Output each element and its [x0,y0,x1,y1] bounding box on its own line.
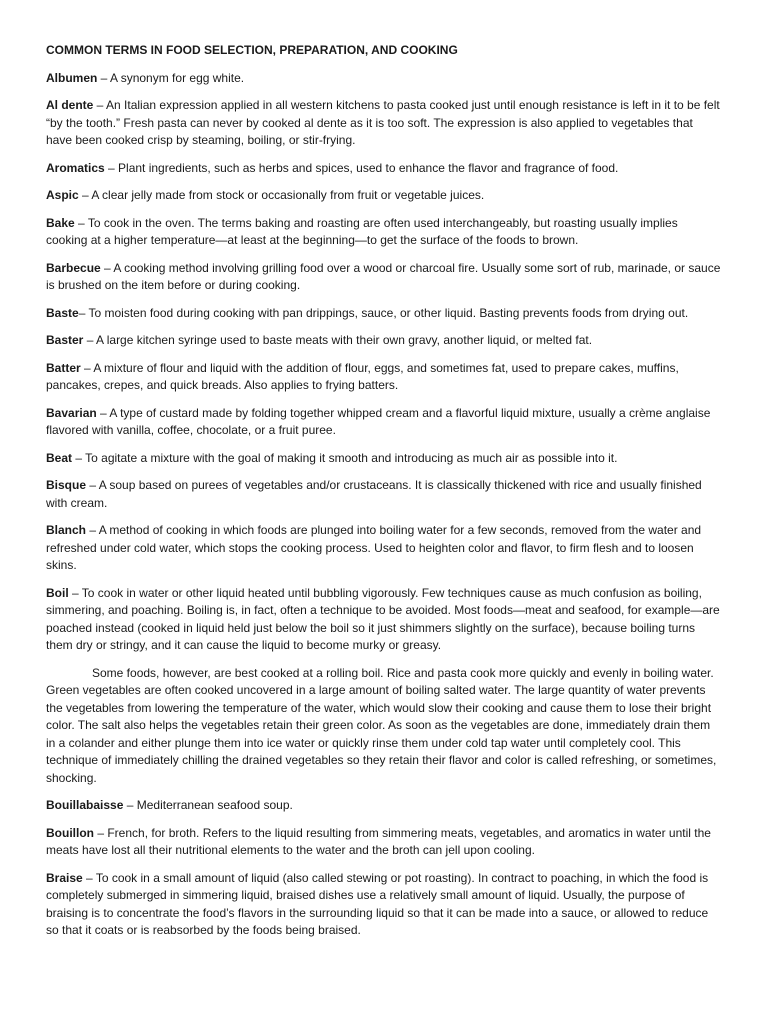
entry-definition: A soup based on purees of vegetables and/or crustaceans. It is classically thickened with rice and usually finished with cream. [46,478,702,510]
entry-separator: – [83,333,97,347]
entry-separator: – [78,188,92,202]
glossary-entry [46,97,722,150]
glossary-entry [46,825,722,860]
glossary-entry [46,260,722,295]
entry-definition: An Italian expression applied in all western kitchens to pasta cooked just until enough resistance is left in it to be felt “by the tooth.” Fresh pasta can never by cooked al dente as it is too soft. The expression is also applied to vegetables that have been cooked crisp by steaming, boiling, or stir-frying. [46,98,720,147]
entry-definition: To moisten food during cooking with pan drippings, sauce, or other liquid. Basting prevents foods from drying out. [88,305,689,320]
entry-separator: – [80,360,94,375]
entry-definition: To cook in the oven. The terms baking and roasting are often used interchangeably, but roasting usually implies cooking at a higher temperature—at least at the beginning—to get the surface of the foods to brown. [46,215,678,247]
glossary-entry [46,477,722,512]
entry-definition: To cook in a small amount of liquid (also called stewing or pot roasting). In contract to poaching, in which the food is completely submerged in simmering liquid, braised dishes use a relatively small amount of liquid. Usually, the purpose of braising is to concentrate the food’s flavors in the surrounding liquid so that it can be made into a sauce, or allowed to reduce so that it coats or is reabsorbed by the foods being braised. [46,870,709,937]
entry-separator: – [94,825,108,840]
entry-term: Baste [46,305,79,320]
glossary-entry [46,870,722,940]
entry-definition: French, for broth. Refers to the liquid resulting from simmering meats, vegetables, and aromatics in water until the meats have lost all their nutritional elements to the water and the broth can jell upon cooling. [46,825,711,857]
entry-term: Braise [46,870,83,885]
entry-term: Bake [46,215,75,230]
entry-separator: – [72,450,86,465]
entry-separator: – [123,798,137,812]
entry-term: Albumen [46,70,98,85]
entry-definition: A large kitchen syringe used to baste meats with their own gravy, another liquid, or melted fat. [96,333,593,347]
entry-term: Blanch [46,523,87,537]
entry-term: Bouillon [46,825,94,840]
entry-term: Bouillabaisse [46,798,124,812]
glossary-entry [46,215,722,250]
glossary-entry [46,585,722,655]
glossary-entry [46,522,722,575]
entry-definition: A method of cooking in which foods are plunged into boiling water for a few seconds, removed from the water and refreshed under cold water, which stops the cooking process. Used to heighten color and flavor, to firm flesh and to loosen skins. [46,523,702,572]
glossary-entry [46,450,722,468]
entry-definition: Mediterranean seafood soup. [136,798,293,812]
glossary-entry [46,332,722,350]
glossary-entry [46,70,722,88]
entry-term: Al dente [46,98,94,112]
glossary-entry [46,405,722,440]
entry-separator: – [82,870,96,885]
entry-definition: A type of custard made by folding together whipped cream and a flavorful liquid mixture, usually a crème anglaise flavored with vanilla, coffee, chocolate, or a fruit puree. [46,405,711,437]
entry-definition: Plant ingredients, such as herbs and spices, used to enhance the flavor and fragrance of food. [118,160,619,175]
entry-term: Baster [46,333,84,347]
entry-definition: A synonym for egg white. [110,70,245,85]
page-title: COMMON TERMS IN FOOD SELECTION, PREPARATION, AND COOKING [46,43,458,57]
entry-separator: – [93,98,107,112]
glossary-entry [46,360,722,395]
entry-term: Aromatics [46,160,105,175]
entry-separator: – [86,523,99,537]
entry-separator: – [97,70,111,85]
entry-definition: A cooking method involving grilling food over a wood or charcoal fire. Usually some sort of rub, marinade, or sauce is brushed on the item before or during cooking. [46,260,721,292]
entry-definition: To agitate a mixture with the goal of making it smooth and introducing as much air as possible into it. [85,450,618,465]
entry-separator: – [100,260,114,275]
entry-term: Batter [46,360,81,375]
entry-separator: – [96,405,110,420]
glossary-entry [46,187,722,205]
entry-separator: – [68,585,82,600]
entry-separator: – [78,305,89,320]
entry-term: Bavarian [46,405,97,420]
entry-definition: A clear jelly made from stock or occasionally from fruit or vegetable juices. [91,188,485,202]
glossary-entry [46,797,722,815]
entry-separator: – [74,215,88,230]
entry-term: Beat [46,450,73,465]
document-page [46,42,722,950]
entry-definition: Some foods, however, are best cooked at a rolling boil. Rice and pasta cook more quickly and evenly in boiling water. Green vegetables are often cooked uncovered in a large amount of boiling salted water. The large quantity of water prevents the vegetables from lowering the temperature of the water, which would slow their cooking and cause them to lose their bright color. The salt also helps the vegetables retain their green color. As soon as the vegetables are done, immediately drain them in a colander and either plunge them into ice water or quickly rinse them under cold tap water until completely cool. This technique of immediately chilling the drained vegetables so they retain their flavor and color is called refreshing, or sometimes, shocking. [46,665,717,785]
entry-separator: – [104,160,119,175]
entry-definition: A mixture of flour and liquid with the addition of flour, eggs, and sometimes fat, used to prepare cakes, muffins, pancakes, crepes, and quick breads. Also applies to frying batters. [46,360,679,392]
entry-term: Aspic [46,188,79,202]
glossary-entry [46,305,722,323]
entry-term: Barbecue [46,260,101,275]
entry-term: Bisque [46,478,87,492]
continuation-paragraph [46,665,722,788]
entry-term: Boil [46,585,69,600]
entry-definition: To cook in water or other liquid heated until bubbling vigorously. Few techniques cause as much confusion as boiling, simmering, and poaching. Boiling is, in fact, often a technique to be avoided. Most foods—meat and seafood, for example—are poached instead (cooked in liquid held just below the boil so it just shimmers slightly on the surface), because boiling turns them dry or stringy, and it can cause the liquid to become murky or greasy. [46,585,720,652]
glossary-entry [46,160,722,178]
entry-separator: – [86,478,99,492]
